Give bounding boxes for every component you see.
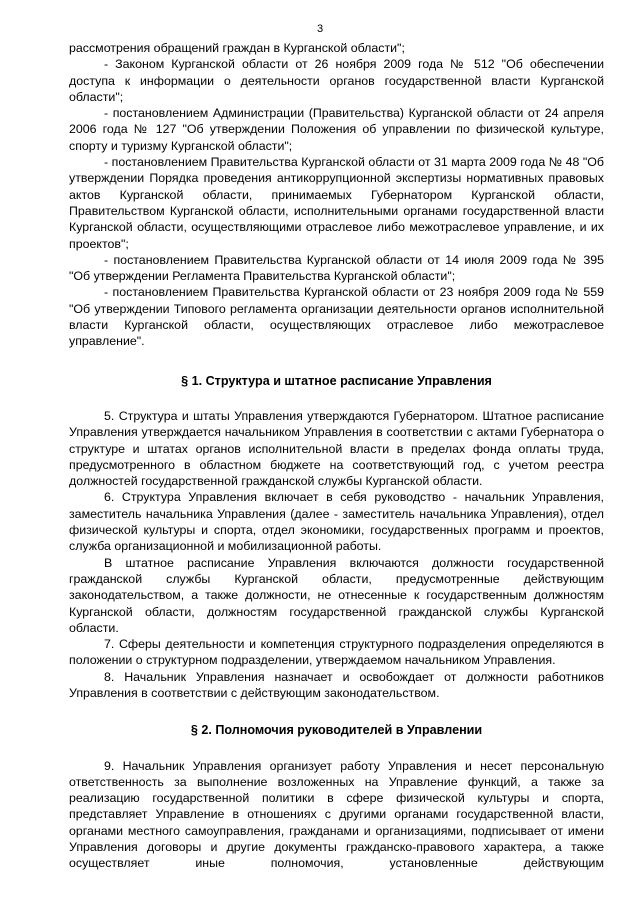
intro-list-item: - постановлением Правительства Курганской области от 14 июля 2009 года № 395 "Об утверждении Регламента Правительства Курганской области"; (69, 252, 604, 284)
section-1-paragraph: 6. Структура Управления включает в себя руководство - начальник Управления, заместитель начальника Управления (далее - заместитель начальника Управления), отдел физической культуры и спорта, отдел экономики, государственных программ и проектов, служба организационной и мобилизационной работы. (69, 490, 604, 554)
intro-list-item: - постановлением Администрации (Правительства) Курганской области от 24 апреля 2006 года № 127 "Об утверждении Положения об управлении по физической культуре, спорту и туризму Курганской области"; (69, 106, 604, 153)
document-body (69, 40, 604, 872)
section-1-paragraph: 7. Сферы деятельности и компетенция структурного подразделения определяются в положении о структурном подразделении, утверждаемом начальником Управления. (69, 637, 604, 668)
section-2-paragraph: 9. Начальник Управления организует работу Управления и несет персональную ответственность за выполнение возложенных на Управление функций, а также за реализацию государственной политики в сфере физической культуры и спорта, представляет Управление в отношениях с другими органами государственной власти, органами местного самоуправления, гражданами и организациями, подписывает от имени Управления договоры и другие документы гражданско-правового характера, а также осуществляет иные полномочия, установленные действующим (69, 758, 604, 871)
intro-list-item: - постановлением Правительства Курганской области от 23 ноября 2009 года № 559 "Об утверждении Типового регламента организации деятельности органов исполнительной власти Курганской области, осуществляющих отраслевое либо межотраслевое управление". (69, 285, 604, 349)
intro-list-item: - Законом Курганской области от 26 ноября 2009 года № 512 "Об обеспечении доступа к информации о деятельности органов государственной власти Курганской области"; (69, 57, 604, 104)
intro-list-item: - постановлением Правительства Курганской области от 31 марта 2009 года № 48 "Об утверждении Порядка проведения антикоррупционной экспертизы нормативных правовых актов Курганской области, принимаемых Губернатором Курганской области, Правительством Курганской области, исполнительными органами государственной власти Курганской области, осуществляющими отраслевое либо межотраслевое управление, и их проектов"; (69, 155, 604, 251)
section-1-paragraph: 8. Начальник Управления назначает и освобождает от должности работников Управления в соответствии с действующим законодательством. (69, 669, 604, 700)
section-1-paragraph: 5. Структура и штаты Управления утверждаются Губернатором. Штатное расписание Управления утверждается начальником Управления в соответствии с актами Губернатора о структуре и штатах органов исполнительной власти в пределах фонда оплаты труда, предусмотренного в областном бюджете на соответствующий год, с учетом реестра должностей государственной гражданской службы Курганской области. (69, 408, 604, 489)
section-1-paragraph: В штатное расписание Управления включаются должности государственной гражданской службы Курганской области, предусмотренные действующим законодательством, а также должности, не отнесенные к государственным должностям Курганской области, должностям государственной гражданской службы Курганской области. (69, 555, 604, 635)
section-1-heading: § 1. Структура и штатное расписание Управления (181, 373, 492, 388)
intro-continuation: рассмотрения обращений граждан в Курганской области"; (69, 41, 405, 55)
section-2-heading: § 2. Полномочия руководителей в Управлении (190, 723, 483, 738)
page-number: 3 (316, 23, 324, 35)
